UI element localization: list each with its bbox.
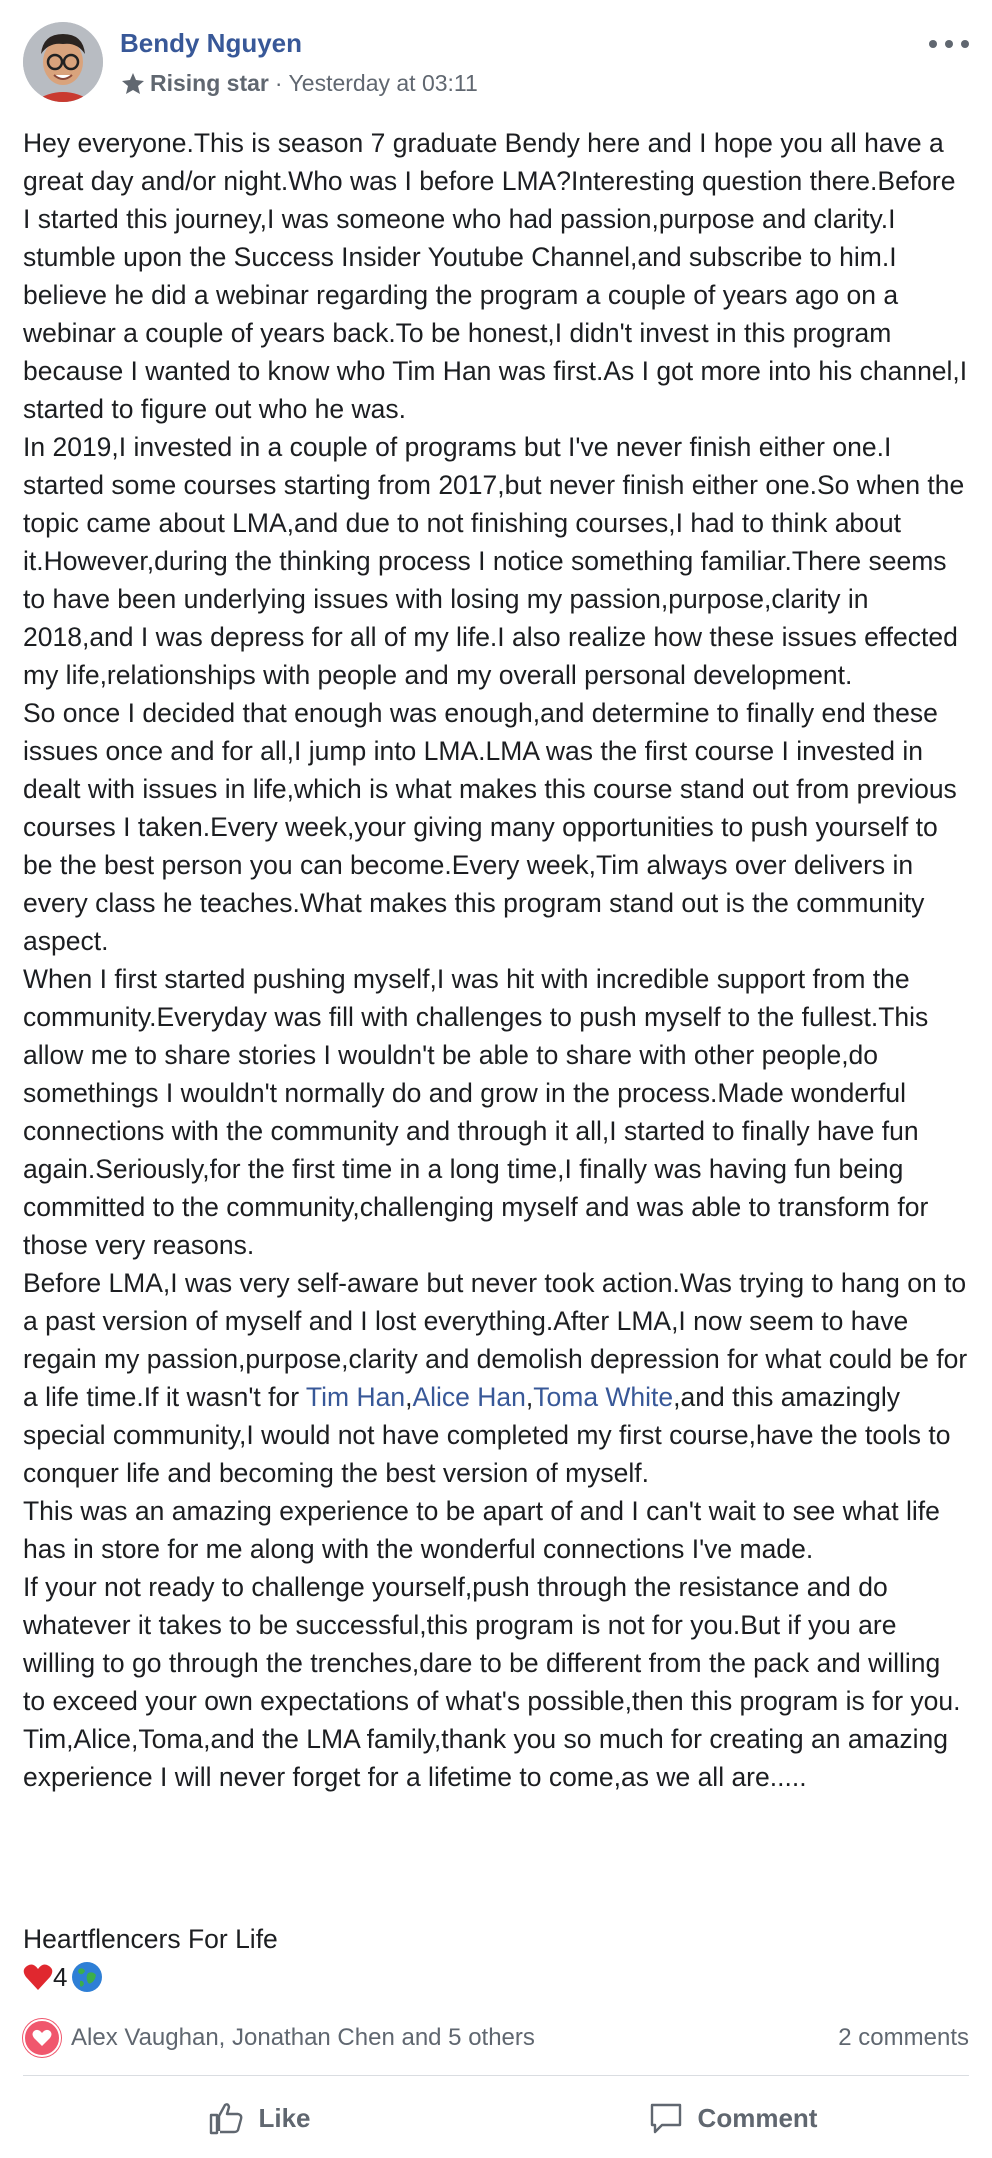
more-options-icon[interactable] <box>929 32 969 56</box>
post-paragraph: So once I decided that enough was enough,and determine to finally end these issues once and for all,I jump into LMA.LMA was the first course I invested in dealt with issues in life,which is what makes this course stand out from previous courses I taken.Every week,your giving many opportunities to push yourself to be the best person you can become.Every week,Tim always over delivers in every class he teaches.What makes this program stand out is the community aspect. <box>23 698 957 956</box>
thumbs-up-icon <box>208 2101 244 2135</box>
heart-count: 4 <box>53 1962 68 1992</box>
mention-toma-white[interactable]: Toma White <box>533 1382 674 1412</box>
post-timestamp[interactable]: Yesterday at 03:11 <box>288 70 478 96</box>
post-body <box>23 124 969 1796</box>
author-name[interactable]: Bendy Nguyen <box>120 28 303 58</box>
post-meta <box>120 70 478 97</box>
post-paragraph-mentions <box>23 1264 969 1492</box>
member-badge[interactable]: Rising star <box>150 70 269 96</box>
reactor-names[interactable]: Alex Vaughan, Jonathan Chen and 5 others <box>71 2024 535 2051</box>
like-button[interactable] <box>23 2090 496 2146</box>
mention-alice-han[interactable]: Alice Han <box>412 1382 526 1412</box>
comment-button[interactable] <box>496 2090 969 2146</box>
post-paragraph: In 2019,I invested in a couple of programs but I've never finish either one.I started some courses starting from 2017,but never finish either one.So when the topic came about LMA,and due to not finishing courses,I had to think about it.However,during the thinking process I notice something familiar.There seems to have been underlying issues with losing my passion,purpose,clarity in 2018,and I was depress for all of my life.I also realize how these issues effected my life,relationships with people and my overall personal development. <box>23 432 965 690</box>
avatar[interactable] <box>23 22 103 102</box>
comma: , <box>525 1382 534 1412</box>
post-paragraph: Hey everyone.This is season 7 graduate Bendy here and I hope you all have a great day and/or night.Who was I before LMA?Interesting question there.Before I started this journey,I was someone who had passion,purpose and clarity.I stumble upon the Success Insider Youtube Channel,and subscribe to him.I believe he did a webinar regarding the program a couple of years ago on a webinar a couple of years back.To be honest,I didn't invest in this program because I wanted to know who Tim Han was first.As I got more into his channel,I started to figure out who he was. <box>23 128 968 424</box>
post-text: Before LMA,I was very self-aware but never took action.Was trying to hang on to a past version of myself and I lost everything.After LMA,I now seem to have regain my passion,purpose,clarity and demolish depression for what could be for a life time.If it wasn't for <box>23 1268 968 1412</box>
comment-label: Comment <box>697 2102 818 2133</box>
rising-star-icon <box>120 71 146 97</box>
post-header <box>23 22 969 104</box>
post-actions <box>23 2090 969 2146</box>
comment-bubble-icon <box>648 2101 684 2135</box>
post-paragraph: Tim,Alice,Toma,and the LMA family,thank you so much for creating an amazing experience I will never forget for a lifetime to come,as we all are..... <box>23 1724 948 1792</box>
post-paragraph: This was an amazing experience to be apart of and I can't wait to see what life has in store for me along with the wonderful connections I've made. <box>23 1496 940 1564</box>
comma: , <box>405 1382 413 1412</box>
reactors[interactable] <box>23 2019 535 2057</box>
post-paragraph: When I first started pushing myself,I was hit with incredible support from the community.Everyday was fill with challenges to push myself to the fullest.This allow me to share stories I wouldn't be able to share with other people,do somethings I wouldn't normally do and grow in the process.Made wonderful connections with the community and through it all,I started to finally have fun again.Seriously,for the first time in a long time,I finally was having fun being committed to the community,challenging myself and was able to transform for those very reasons. <box>23 964 929 1260</box>
reactions-summary <box>23 1964 969 2084</box>
post-text: ,and this amazingly special community,I would not have completed my first course,have the tools to conquer life and becoming the best version of myself. <box>23 1382 951 1488</box>
post-signoff: Heartflencers For Life <box>23 1924 278 1954</box>
like-label: Like <box>258 2102 311 2133</box>
divider <box>23 2075 969 2076</box>
post-paragraph: If your not ready to challenge yourself,push through the resistance and do whatever it takes to be successful,this program is not for you.But if you are willing to go through the trenches,dare to be different from the pack and willing to exceed your own expectations of what's possible,then this program is for you. <box>23 1572 961 1716</box>
comments-count[interactable]: 2 comments <box>838 2024 969 2051</box>
reaction-bar <box>23 2014 969 2062</box>
meta-separator: · <box>274 70 283 96</box>
mention-tim-han[interactable]: Tim Han <box>305 1382 406 1412</box>
love-reaction-icon <box>23 2019 61 2057</box>
